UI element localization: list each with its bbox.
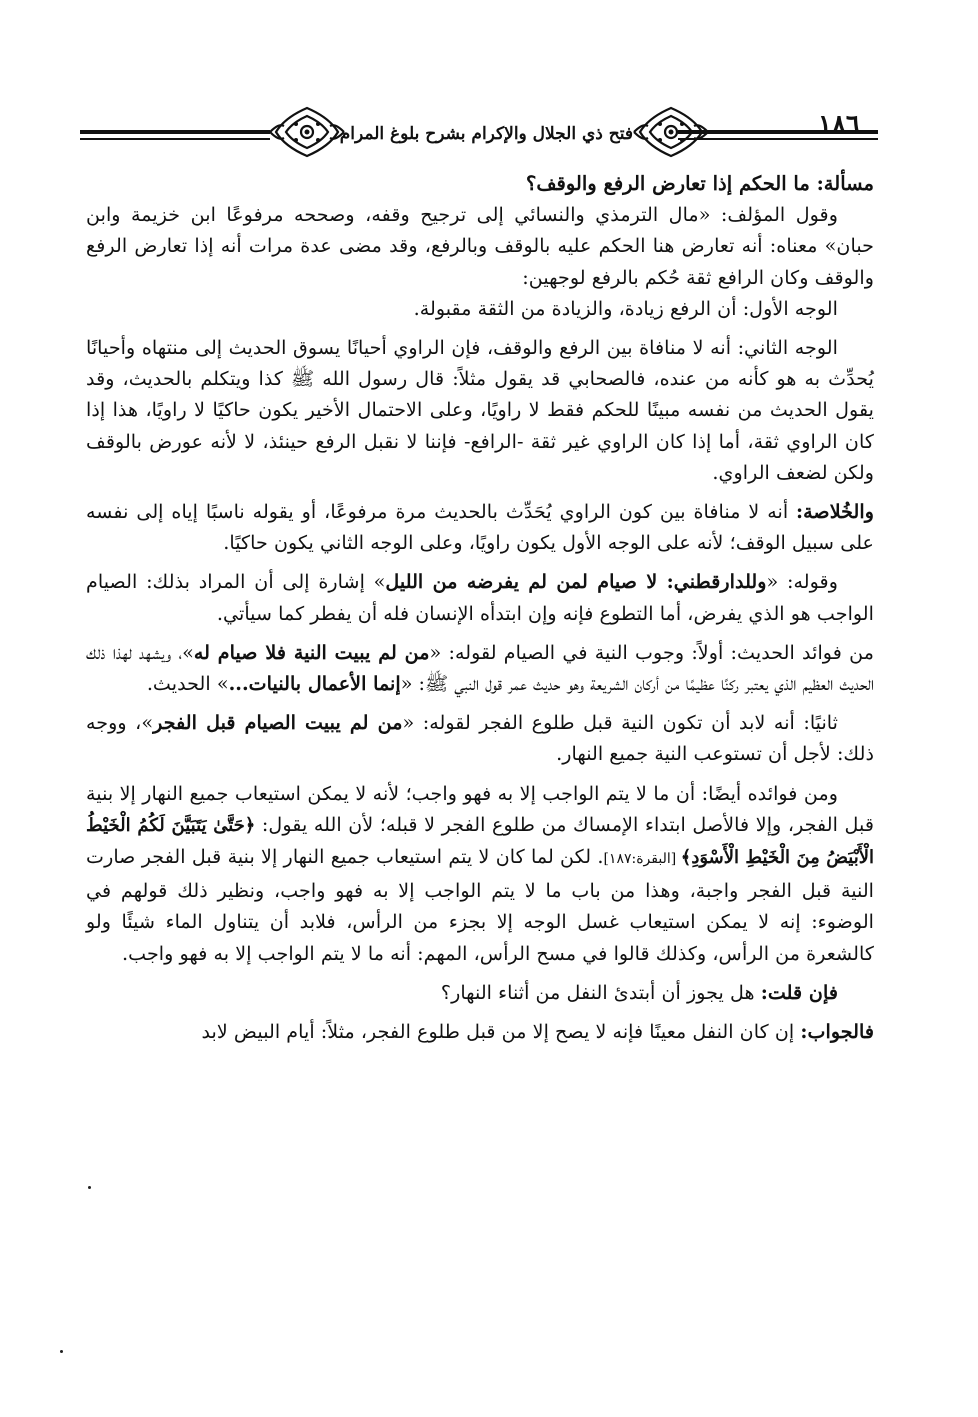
paragraph-author-statement: وقول المؤلف: «مال الترمذي والنسائي إلى ترجيح وقفه، وصححه مرفوعًا ابن خزيمة وابن حبان» معناه: أنه تعارض هنا الحكم عليه بالوقف وبالرفع، وقد مضى عدة مرات أنه إذا تعارض الرفع والوقف وكان الرافع ثقة حُكم بالرفع لوجهين: (86, 203, 874, 289)
paragraph-answer (86, 1016, 874, 1047)
benefit-three-intro: ومن فوائده أيضًا: أن ما لا يتم الواجب إلا به فهو واجب؛ لأنه لا يمكن استيعاب جميع النهار إلا بنية قبل الفجر، وإلا فالأصل ابتداء الإمساك من طلوع الفجر لا قبله؛ لأن الله يقول: (86, 781, 874, 836)
header-rule-left (80, 130, 270, 134)
benefit-one-intro: من فوائد الحديث: أولاً: وجوب النية في الصيام لقوله: « (429, 640, 874, 664)
benefit-two-text: »، ووجه ذلك: لأجل أن تستوعب النية جميع النهار. (86, 711, 874, 766)
daraqutni-explanation: » إشارة إلى أن المراد بذلك: الصيام الواجب هو الذي يفرض، أما التطوع فإنه وإن ابتدأه الإنسان فله أن يفطر كما سيأتي. (86, 570, 874, 625)
floral-ornament-icon (268, 104, 346, 160)
section-heading: مسألة: ما الحكم إذا تعارض الرفع والوقف؟ (525, 172, 874, 195)
question-text: هل يجوز أن أبتدئ النفل من أثناء النهار؟ (440, 980, 761, 1004)
answer-text: إن كان النفل معينًا فإنه لا يصح إلا من قبل طلوع الفجر، مثلاً: أيام البيض لابد (201, 1020, 801, 1044)
paragraph-benefit-one (86, 637, 874, 699)
question-term: فإن قلت: (760, 980, 838, 1004)
summary-term: والخُلاصة: (796, 500, 874, 524)
daraqutni-hadith: وللدارقطني: لا صيام لمن لم يفرضه من الليل (385, 570, 767, 594)
daraqutni-intro: وقوله: « (766, 570, 838, 594)
benefit-three-text: . لكن لما كان لا يتم استيعاب جميع النهار إلا بنية قبل الفجر صارت النية قبل الفجر واجبة، وهذا من باب ما لا يتم الواجب إلا به فهو واجب، ونظير ذلك قولهم في الوضوء: إنه لا يمكن استيعاب غسل الوجه إلا بجزء من الرأس، فلابد أن يتناول الماء شيئًا ولو كالشعرة من الرأس، وكذلك قالوا في مسح الرأس، المهم: أنه ما لا يتم الواجب إلا به فهو واجب. (86, 845, 874, 965)
benefit-one-end: » الحديث. (146, 672, 229, 696)
paragraph-benefit-two (86, 707, 874, 769)
paragraph-summary (86, 496, 874, 558)
paragraph-first-reason: الوجه الأول: أن الرفع زيادة، والزيادة من الثقة مقبولة. (413, 296, 838, 320)
paragraph-benefit-three (86, 778, 874, 969)
quran-verse: ﴿حَتَّىٰ يَتَبَيَّنَ لَكُمُ الْخَيْطُ الْأَبْيَضُ مِنَ الْخَيْطِ الْأَسْوَدِ﴾ (86, 814, 874, 869)
scan-speck (60, 1350, 63, 1353)
benefit-two-hadith: من لم يبيت الصيام قبل الفجر (153, 711, 403, 735)
answer-term: فالجواب: (800, 1020, 874, 1044)
paragraph-question (86, 977, 874, 1008)
benefit-one-text: »، ويشهد لهذا ذلك الحديث العظيم الذي يعتبر ركنًا عظيمًا من أركان الشريعة وهو حديث عمر قول النبي ﷺ: « (86, 640, 874, 696)
header-rule-left-thin (80, 138, 270, 140)
benefit-one-hadith: من لم يبيت النية فلا صيام له (193, 640, 430, 664)
paragraph-daraqutni (86, 566, 874, 628)
running-title: فتح ذي الجلال والإكرام بشرح بلوغ المرام (339, 124, 633, 144)
paragraph-second-reason: الوجه الثاني: أنه لا منافاة بين الرفع والوقف، فإن الراوي أحيانًا يسوق الحديث إلى منتهاه وأحيانًا يُحدِّث به هو كأنه من عنده، فالصحابي قد يقول مثلاً: قال رسول الله ﷺ كذا ويتكلم بالحديث، وقد يقول الحديث من نفسه مبينًا للحكم فقط لا راويًا، وعلى الاحتمال الأخير يكون حاكيًا لا راويًا، هذا إذا كان الراوي ثقة، أما إذا كان الراوي غير ثقة -الرافع- فإننا لا نقبل الرفع حينئذ، لا لأنه عورض بالوقف ولكن لضعف الراوي. (86, 336, 874, 484)
scan-speck (88, 1186, 91, 1189)
hadith-intentions: إنما الأعمال بالنيات... (228, 672, 401, 696)
page-number: ١٨٦ (818, 110, 860, 140)
benefit-two-intro: ثانيًا: أنه لابد أن تكون النية قبل طلوع الفجر لقوله: « (402, 711, 838, 735)
floral-ornament-icon (632, 104, 710, 160)
summary-text: أنه لا منافاة بين كون الراوي يُحَدِّث بالحديث مرة مرفوعًا، أو يقوله ناسبًا إياه إلى نفسه على سبيل الوقف؛ لأنه على الوجه الأول يكون راويًا، وعلى الوجه الثاني يكون حاكيًا. (86, 500, 874, 555)
quran-reference: [البقرة:١٨٧] (603, 851, 681, 868)
page-body (86, 168, 874, 1047)
